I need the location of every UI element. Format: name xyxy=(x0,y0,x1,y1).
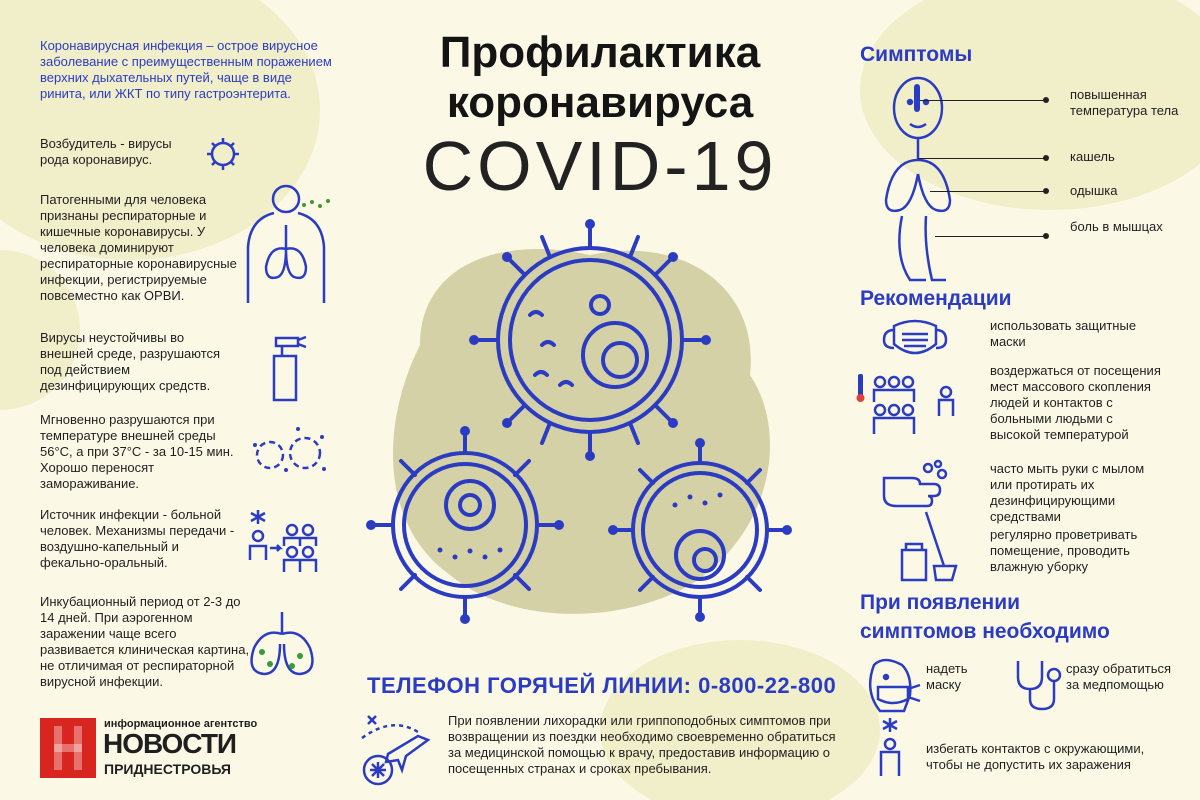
incubation-text: Инкубационный период от 2-3 до 14 дней. При аэрогенном заражении чаще всего развивается клиническая картина, не отличимая от респираторной вирусной инфекции. xyxy=(40,594,250,689)
actions-heading-1: При появлении xyxy=(860,591,1021,614)
action-wear-mask: надеть маску xyxy=(926,661,968,692)
recommendation-wash-hands: часто мыть руки с мылом или протирать их дезинфицирующими средствами xyxy=(990,461,1145,524)
symptoms-heading: Симптомы xyxy=(860,43,973,66)
symptom-leader-1 xyxy=(920,100,1045,101)
logo-name-1: НОВОСТИ xyxy=(103,728,237,759)
action-see-doctor: сразу обратиться за медпомощью xyxy=(1066,661,1172,692)
logo-name-2: ПРИДНЕСТРОВЬЯ xyxy=(104,761,231,777)
symptom-item-dyspnea: одышка xyxy=(1070,183,1118,198)
spray-bottle-icon xyxy=(268,334,308,404)
virus-small-icon xyxy=(203,134,243,174)
human-lungs-icon xyxy=(246,183,336,303)
body-symptoms-icon xyxy=(880,76,960,286)
stethoscope-icon xyxy=(1012,655,1064,713)
pathogenic-types-text: Патогенными для человека признаны респираторные и кишечные коронавирусы. У человека доминируют респираторные коронавирусные инфекции, регистрируемые повсеместно как ОРВИ. xyxy=(40,192,237,303)
avoid-contact-icon xyxy=(870,716,910,778)
travel-plane-icon xyxy=(358,708,438,790)
cleaning-mop-icon xyxy=(898,510,958,585)
mask-icon xyxy=(882,316,948,360)
symptom-item-cough: кашель xyxy=(1070,149,1115,164)
title-line-1: Профилактика xyxy=(439,28,761,77)
action-avoid-contacts: избегать контактов с окружающими, чтобы не допустить их заражения xyxy=(926,741,1145,772)
transmission-people-icon xyxy=(244,508,324,578)
recommendations-heading: Рекомендации xyxy=(860,287,1012,310)
pathogen-text: Возбудитель - вирусы рода коронавирус. xyxy=(40,136,172,167)
recommendation-masks: использовать защитные маски xyxy=(990,318,1137,349)
source-text: Источник инфекции - больной человек. Механизмы передачи - воздушно-капельный и фекально-оральный. xyxy=(40,507,235,570)
crowd-icon xyxy=(856,370,966,436)
instability-text: Вирусы неустойчивы во внешней среде, разрушаются под действием дезинфицирующих средств. xyxy=(40,330,221,393)
hand-washing-icon xyxy=(880,458,950,508)
recommendation-avoid-crowds: воздержаться от посещения мест массового скопления людей и контактов с больными людьми с высокой температурой xyxy=(990,363,1161,442)
symptom-item-muscle-pain: боль в мышцах xyxy=(1070,219,1163,234)
infected-lungs-icon xyxy=(242,608,322,678)
logo-icon xyxy=(40,718,96,778)
recommendation-ventilate: регулярно проветривать помещение, проводить влажную уборку xyxy=(990,527,1138,574)
symptom-leader-2 xyxy=(918,158,1045,159)
actions-heading-2: симптомов необходимо xyxy=(860,620,1110,643)
symptom-item-fever: повышенная температура тела xyxy=(1070,87,1179,118)
symptom-leader-4 xyxy=(935,236,1045,237)
title-line-3: COVID-19 xyxy=(422,127,778,205)
logo-agency-text: информационное агентство xyxy=(104,718,258,730)
hotline-text: ТЕЛЕФОН ГОРЯЧЕЙ ЛИНИИ: 0-800-22-800 xyxy=(367,673,837,698)
travel-note-text: При появлении лихорадки или гриппоподобных симптомов при возвращении из поездки необходимо своевременно обратиться за медицинской помощью к врачу, предоставив информацию о посещенных странах и сроках пребывания. xyxy=(448,713,836,776)
temperature-text: Мгновенно разрушаются при температуре внешней среды 56°С, а при 37°С - за 10-15 мин. Хорошо переносят замораживание. xyxy=(40,412,234,491)
virus-cluster-icon xyxy=(360,205,830,645)
intro-text: Коронавирусная инфекция – острое вирусное заболевание с преимущественным поражением верхних дыхательных путей, чаще в виде ринита, или ЖКТ по типу гастроэнтерита. xyxy=(40,38,332,101)
symptom-leader-3 xyxy=(930,191,1045,192)
face-mask-icon xyxy=(864,655,924,713)
virus-destroyed-icon xyxy=(250,425,330,485)
title-line-2: коронавируса xyxy=(446,78,754,127)
